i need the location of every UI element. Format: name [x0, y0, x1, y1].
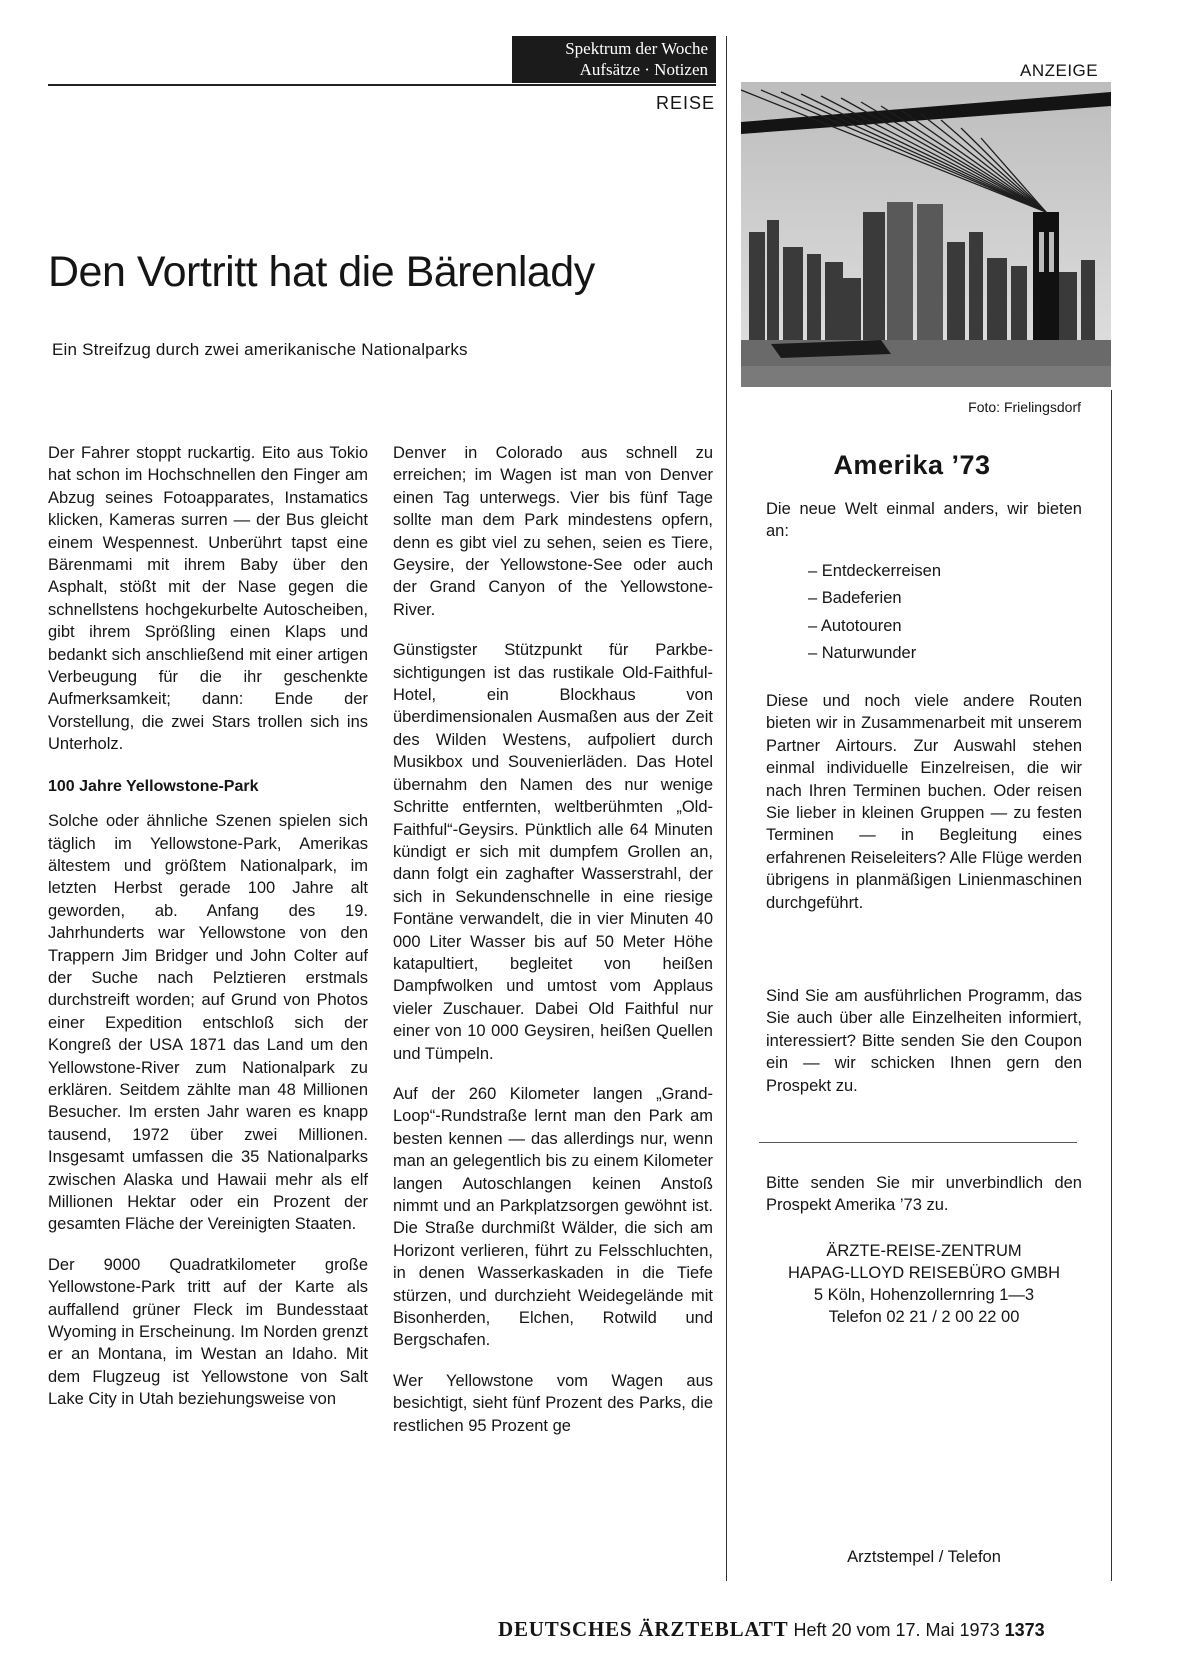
article-column-1 — [48, 442, 368, 1429]
paragraph: Denver in Colorado aus schnell zu erreichen; im Wagen ist man von Denver einen Tag unterwegs. Vier bis fünf Tage sollte man dem Park mindestens opfern, denn es gibt viel zu sehen, seien es Tiere, Geysire, der Yellowstone-See oder auch der Grand Canyon of the Yellowstone-River. — [393, 444, 713, 619]
ad-intro: Die neue Welt einmal anders, wir bieten an: — [766, 500, 1082, 541]
paragraph: Günstigster Stützpunkt für Parkbesichtigungen ist das rustikale Old-Faithful-Hotel, ein Blockhaus von überdimensionalen Ausmaßen aus der Zeit des Wilden Westens, aufpoliert durch Musikbox und Souvenierläden. Das Hotel übernahm den Namen des nur wenige Schritte entfernten, weltberühmten „Old-Faithful“-Geysirs. Pünktlich alle 64 Minuten kündigt er sich mit dumpfem Grollen an, dann folgt ein zaghafter Wasserstrahl, der sich in Sekundenschnelle in eine riesige Fontäne verwandelt, die in vier Minuten 40 000 Liter Wasser bis auf 50 Meter Höhe katapultiert, begleitet von heißen Dampfwolken und umtost vom Applaus vieler Zuschauer. Dabei Old Faithful nur einer von 10 000 Geysiren, heißen Quellen und Tümpeln. — [393, 641, 713, 1063]
ad-offer-list — [766, 560, 1082, 670]
ad-paragraph-1: Diese und noch viele andere Routen bieten wir in Zusammenarbeit mit unserem Partner Airtours. Zur Auswahl stehen einmal individuelle Einzelreisen, die wir nach Ihren Terminen buchen. Oder reisen Sie lieber in kleinen Gruppen — zu festen Terminen — in Begleitung eines erfahrenen Reiseleiters? Alle Flüge werden übrigens in planmäßigen Linienmaschinen durchgeführt. — [766, 692, 1082, 912]
address-line: Telefon 02 21 / 2 00 22 00 — [828, 1308, 1020, 1326]
bridge-photo — [741, 82, 1111, 387]
issue-info: Heft 20 vom 17. Mai 1973 — [793, 1620, 1000, 1640]
section-heading: 100 Jahre Yellowstone-Park — [48, 777, 259, 795]
section-label: REISE — [655, 93, 715, 113]
page-footer — [498, 1617, 1045, 1642]
paragraph: Der Fahrer stoppt ruckartig. Eito aus Tokio hat schon im Hochschnellen den Finger am Abzug seines Fotoapparates, Instamatics klicken, Kameras surren — der Bus gleicht einem Wespennest. Unberührt tapst eine Bärenmami mit ihrem Baby über den Asphalt, stößt mit der Nase gegen die schnellstens hochgekurbelte Autoscheiben, gibt ihrem Sprößling einen Klaps und bedankt sich anschließend mit einer artigen Verbeugung für die ihr geschenkte Aufmerksamkeit; dann: Ende der Vorstellung, die zwei Stars trollen sich ins Unterholz. — [48, 444, 368, 754]
photo-credit: Foto: Frielingsdorf — [968, 399, 1081, 415]
column-separator — [726, 36, 727, 1581]
paragraph: Der 9000 Quadratkilometer große Yellowstone-Park tritt auf der Karte als auffallend grüner Fleck im Bundesstaat Wyoming in Erscheinung. Im Norden grenzt er an Montana, im Westan an Idaho. Mit dem Flugzeug ist Yellowstone von Salt Lake City in Utah beziehungsweise von — [48, 1255, 368, 1409]
list-item: – Entdeckerreisen — [808, 560, 1082, 582]
header-line-1: Spektrum der Woche — [565, 39, 708, 58]
header-rule — [48, 84, 716, 86]
stamp-field-label: Arztstempel / Telefon — [847, 1548, 1001, 1566]
paragraph: Solche oder ähnliche Szenen spielen sich täglich im Yellowstone-Park, Amerikas ältestem und größtem Nationalpark, im letzten Herbst gerade 100 Jahre alt geworden, ab. Anfang des 19. Jahrhunderts war Yellowstone von den Trappern Jim Bridger und John Colter auf der Suche nach Pelztieren erstmals durchstreift worden; auf Grund von Photos einer Expedition entschloß sich der Kongreß der USA 1871 das Land um den Yellowstone-River zum Nationalpark zu erklären. Seitdem zählte man 48 Millionen Besucher. Im ersten Jahr waren es knapp tausend, 1972 über zwei Millionen. Insgesamt umfassen die 35 Nationalparks zwischen Alaska und Hawaii mehr als elf Millionen Hektar oder ein Prozent der gesamten Fläche der Vereinigten Staaten. — [48, 812, 368, 1234]
ad-title: Amerika ’73 — [833, 450, 991, 480]
header-line-2: Aufsätze · Notizen — [579, 60, 708, 79]
article-column-2 — [393, 442, 713, 1455]
paragraph: Auf der 260 Kilometer langen „Grand-Loop“-Rundstraße lernt man den Park am besten kennen — das allerdings nur, wenn man an gelegentlich bis zu einem Kilometer langen Autoschlangen keinen Anstoß nimmt und an Parkplatzsorgen gewöhnt ist. Die Straße durchmißt Wälder, die sich am Horizont verlieren, führt zu Felsschluchten, in denen Wasserkaskaden in die Tiefe stürzen, und durchzieht Weidegelände mit Bisonherden, Elchen, Rotwild und Bergschafen. — [393, 1084, 713, 1350]
article-title: Den Vortritt hat die Bärenlady — [48, 248, 595, 296]
paragraph: Wer Yellowstone vom Wagen aus besichtigt, sieht fünf Prozent des Parks, die restlichen 95 Prozent ge — [393, 1371, 713, 1435]
address-line: ÄRZTE-REISE-ZENTRUM — [826, 1242, 1022, 1260]
coupon-text: Bitte senden Sie mir unverbindlich den Prospekt Amerika ’73 zu. — [766, 1174, 1082, 1215]
list-item: – Naturwunder — [808, 642, 1082, 664]
section-header-box — [512, 36, 716, 83]
address-block — [766, 1240, 1082, 1328]
page-number: 1373 — [1004, 1620, 1045, 1640]
bridge-illustration — [741, 82, 1111, 387]
ad-paragraph-2: Sind Sie am ausführlichen Programm, das Sie auch über alle Einzelheiten informiert, interessiert? Bitte senden Sie den Coupon ein — wir schicken Ihnen gern den Prospekt zu. — [766, 987, 1082, 1095]
publication-name: DEUTSCHES ÄRZTEBLATT — [498, 1617, 789, 1641]
ad-right-border — [1111, 390, 1112, 1581]
advertisement-label: ANZEIGE — [1020, 61, 1099, 80]
address-line: 5 Köln, Hohenzollernring 1—3 — [813, 1286, 1035, 1304]
list-item: – Badeferien — [808, 587, 1082, 609]
article-subtitle: Ein Streifzug durch zwei amerikanische Nationalparks — [52, 340, 468, 359]
list-item: – Autotouren — [808, 615, 1082, 637]
coupon-rule — [759, 1142, 1077, 1143]
address-line: HAPAG-LLOYD REISEBÜRO GMBH — [787, 1264, 1060, 1282]
